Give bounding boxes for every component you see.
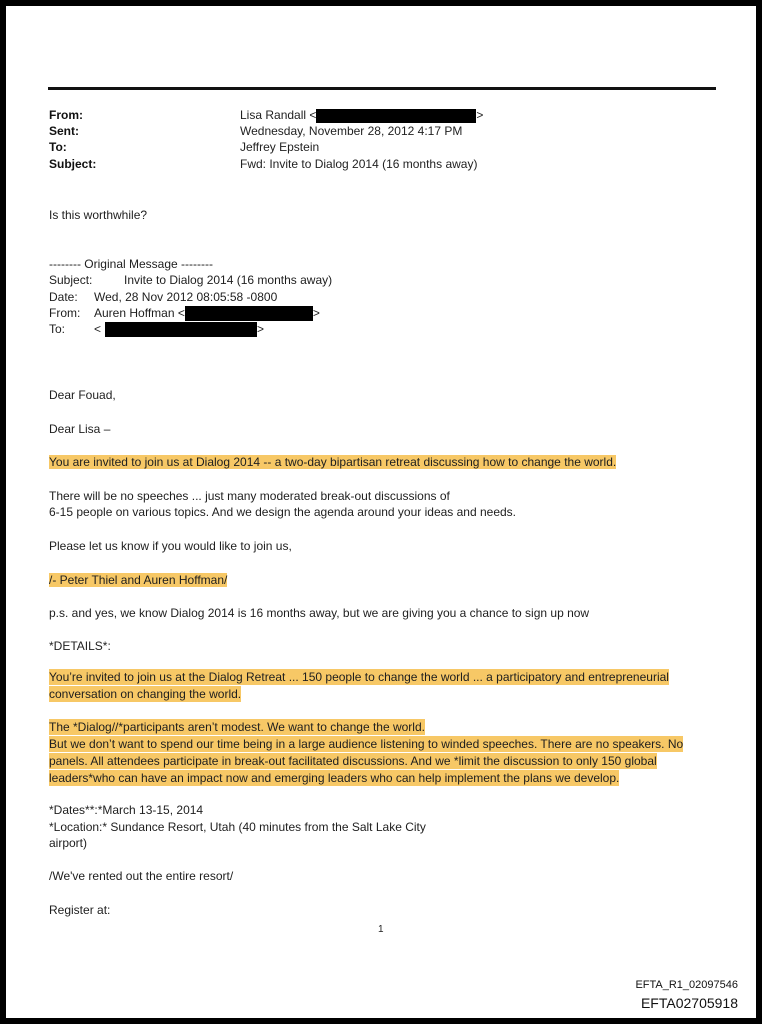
details-label: *DETAILS*: xyxy=(49,639,111,653)
retreat-paragraph xyxy=(49,669,714,703)
from-label: From: xyxy=(49,108,83,122)
orig-from-value xyxy=(94,306,320,321)
please-line: Please let us know if you would like to join us, xyxy=(49,539,292,553)
dates-line: *Dates**:*March 13-15, 2014 xyxy=(49,803,204,817)
from-value xyxy=(240,108,483,123)
sent-label: Sent: xyxy=(49,124,79,138)
ps-line: p.s. and yes, we know Dialog 2014 is 16 months away, but we are giving you a chance to sign up now xyxy=(49,606,590,620)
original-message-header: -------- Original Message -------- xyxy=(49,257,213,271)
question-line: Is this worthwhile? xyxy=(49,208,148,222)
document-page xyxy=(6,6,756,1018)
orig-from-end: > xyxy=(312,306,320,320)
orig-from-name: Auren Hoffman < xyxy=(94,306,185,320)
subject-value: Fwd: Invite to Dialog 2014 (16 months away) xyxy=(240,157,478,171)
bates-number-1: EFTA_R1_02097546 xyxy=(635,979,738,991)
redaction-box xyxy=(185,306,313,321)
orig-to-open: < xyxy=(94,322,102,336)
redaction-box xyxy=(105,322,257,337)
register-line: Register at: xyxy=(49,903,111,917)
subject-label: Subject: xyxy=(49,157,97,171)
sent-value: Wednesday, November 28, 2012 4:17 PM xyxy=(240,124,463,138)
header-divider xyxy=(48,87,716,90)
orig-to-value xyxy=(94,322,264,337)
page-number: 1 xyxy=(378,924,384,935)
highlighted-text: You’re invited to join us at the Dialog Retreat ... 150 people to change the world ... a participatory and entrepreneurial conversation on changing the world. xyxy=(49,670,669,701)
to-label: To: xyxy=(49,140,67,154)
orig-subject-value: Invite to Dialog 2014 (16 months away) xyxy=(124,273,333,287)
from-end: > xyxy=(476,108,484,122)
from-name: Lisa Randall < xyxy=(240,108,317,122)
orig-subject-label: Subject: xyxy=(49,273,93,287)
speeches-line-1: There will be no speeches ... just many moderated break-out discussions of xyxy=(49,489,450,503)
speeches-line-2: 6-15 people on various topics. And we design the agenda around your ideas and needs. xyxy=(49,505,517,519)
location-line-1: *Location:* Sundance Resort, Utah (40 minutes from the Salt Lake City xyxy=(49,820,426,834)
redaction-box xyxy=(316,109,476,123)
to-value: Jeffrey Epstein xyxy=(240,140,320,154)
modest-line xyxy=(49,719,714,736)
highlighted-text: You are invited to join us at Dialog 2014 -- a two-day bipartisan retreat discussing how to change the world. xyxy=(49,455,617,469)
speakers-paragraph xyxy=(49,736,714,787)
greeting-fouad: Dear Fouad, xyxy=(49,388,116,402)
signoff-line xyxy=(49,573,227,587)
greeting-lisa: Dear Lisa – xyxy=(49,422,111,436)
invite-line xyxy=(49,455,616,469)
orig-to-end: > xyxy=(257,322,265,336)
orig-to-label: To: xyxy=(49,322,66,336)
bates-number-2: EFTA02705918 xyxy=(640,995,738,1011)
orig-date-value: Wed, 28 Nov 2012 08:05:58 -0800 xyxy=(94,290,278,304)
rented-line: /We've rented out the entire resort/ xyxy=(49,869,234,883)
orig-date-label: Date: xyxy=(49,290,78,304)
highlighted-text: But we don’t want to spend our time being in a large audience listening to winded speeches. There are no speakers. No panels. All attendees participate in break-out facilitated discussions. And we *limit the discussion to only 150 global leaders*who can have an impact now and emerging leaders who can help implement the plans we develop. xyxy=(49,737,684,785)
orig-from-label: From: xyxy=(49,306,81,320)
highlighted-text: /- Peter Thiel and Auren Hoffman/ xyxy=(49,573,228,587)
highlighted-text: The *Dialog//*participants aren’t modest. We want to change the world. xyxy=(49,720,425,734)
location-line-2: airport) xyxy=(49,836,88,850)
